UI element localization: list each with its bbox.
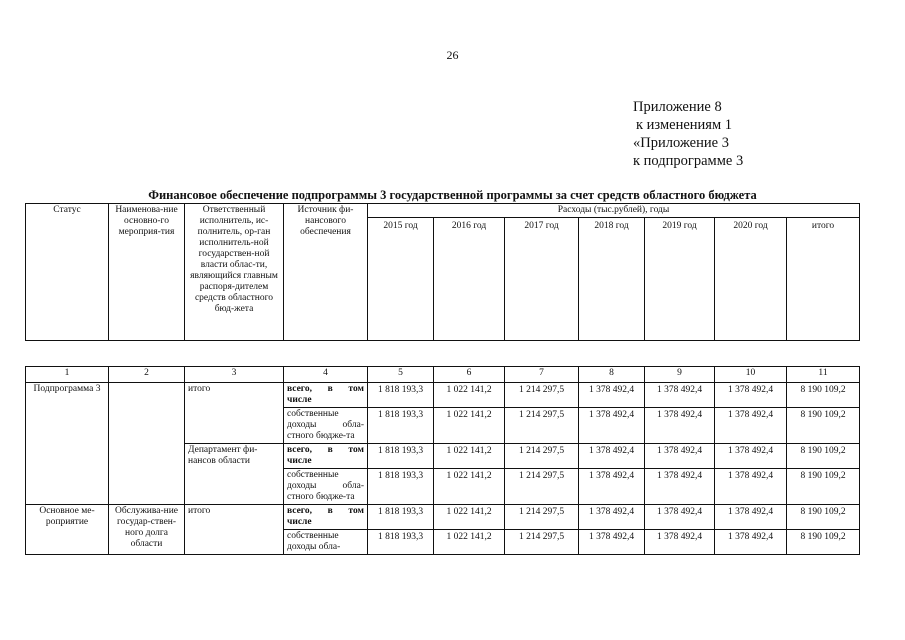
value-cell: 8 190 109,2	[787, 530, 860, 555]
executor-cell: итого	[185, 505, 284, 555]
value-cell: 1 022 141,2	[434, 469, 505, 505]
value-cell: 1 378 492,4	[645, 469, 715, 505]
value-cell: 1 378 492,4	[579, 505, 645, 530]
value-cell: 1 378 492,4	[715, 505, 787, 530]
value-cell: 1 378 492,4	[645, 408, 715, 444]
value-cell: 1 022 141,2	[434, 530, 505, 555]
value-cell: 1 022 141,2	[434, 383, 505, 408]
header-executor: Ответственный исполнитель, ис-полнитель, ор-ган исполнитель-ной государствен-ной власти облас-ти, являющийся главным распоря-дителем средств областного бюд-жета	[185, 204, 284, 341]
name-cell: Обслужива-ние государ-ствен-ного долга области	[109, 505, 185, 555]
value-cell: 1 022 141,2	[434, 408, 505, 444]
header-expenses: Расходы (тыс.рублей), годы	[368, 204, 860, 218]
value-cell: 1 214 297,5	[505, 444, 579, 469]
value-cell: 1 378 492,4	[715, 383, 787, 408]
value-cell: 1 378 492,4	[579, 530, 645, 555]
column-number: 3	[185, 367, 284, 383]
header-total: итого	[787, 218, 860, 341]
value-cell: 1 214 297,5	[505, 408, 579, 444]
source-cell: всего, в том числе	[284, 444, 368, 469]
value-cell: 1 214 297,5	[505, 469, 579, 505]
column-number: 5	[368, 367, 434, 383]
table-row	[26, 383, 860, 408]
table-header	[25, 203, 860, 341]
table-row	[26, 505, 860, 530]
value-cell: 1 378 492,4	[715, 469, 787, 505]
value-cell: 1 818 193,3	[368, 505, 434, 530]
value-cell: 1 818 193,3	[368, 383, 434, 408]
value-cell: 8 190 109,2	[787, 505, 860, 530]
header-year: 2020 год	[715, 218, 787, 341]
column-number: 1	[26, 367, 109, 383]
value-cell: 1 818 193,3	[368, 530, 434, 555]
column-number: 9	[645, 367, 715, 383]
value-cell: 1 378 492,4	[715, 408, 787, 444]
value-cell: 8 190 109,2	[787, 469, 860, 505]
appendix-line: к подпрограмме 3	[633, 153, 744, 169]
column-number: 10	[715, 367, 787, 383]
source-cell: всего, в том числе	[284, 505, 368, 530]
appendix-line: Приложение 8	[633, 99, 722, 115]
executor-cell: Департамент фи-нансов области	[185, 444, 284, 505]
source-cell: собственные доходы обла-	[284, 530, 368, 555]
value-cell: 1 378 492,4	[715, 444, 787, 469]
value-cell: 1 378 492,4	[645, 530, 715, 555]
status-cell: Подпрограмма 3	[26, 383, 109, 505]
table-body	[25, 366, 860, 555]
value-cell: 8 190 109,2	[787, 444, 860, 469]
source-cell: всего, в том числе	[284, 383, 368, 408]
column-number: 7	[505, 367, 579, 383]
value-cell: 1 378 492,4	[645, 383, 715, 408]
appendix-line: «Приложение 3	[633, 135, 729, 151]
value-cell: 1 214 297,5	[505, 505, 579, 530]
header-year: 2019 год	[645, 218, 715, 341]
value-cell: 1 818 193,3	[368, 469, 434, 505]
value-cell: 1 378 492,4	[579, 408, 645, 444]
value-cell: 1 214 297,5	[505, 530, 579, 555]
value-cell: 1 378 492,4	[645, 505, 715, 530]
column-number: 11	[787, 367, 860, 383]
column-number: 8	[579, 367, 645, 383]
header-source: Источник фи-нансового обеспечения	[284, 204, 368, 341]
column-number: 2	[109, 367, 185, 383]
value-cell: 1 818 193,3	[368, 444, 434, 469]
value-cell: 1 818 193,3	[368, 408, 434, 444]
value-cell: 1 378 492,4	[579, 469, 645, 505]
status-cell: Основное ме-роприятие	[26, 505, 109, 555]
column-number: 6	[434, 367, 505, 383]
header-year: 2017 год	[505, 218, 579, 341]
name-cell	[109, 383, 185, 505]
value-cell: 8 190 109,2	[787, 383, 860, 408]
value-cell: 1 378 492,4	[579, 444, 645, 469]
value-cell: 8 190 109,2	[787, 408, 860, 444]
value-cell: 1 378 492,4	[645, 444, 715, 469]
header-status: Статус	[26, 204, 109, 341]
header-year: 2016 год	[434, 218, 505, 341]
value-cell: 1 022 141,2	[434, 444, 505, 469]
column-numbers-row	[26, 367, 860, 383]
value-cell: 1 214 297,5	[505, 383, 579, 408]
value-cell: 1 022 141,2	[434, 505, 505, 530]
source-cell: собственные доходы обла-стного бюдже-та	[284, 408, 368, 444]
column-number: 4	[284, 367, 368, 383]
value-cell: 1 378 492,4	[579, 383, 645, 408]
header-year: 2018 год	[579, 218, 645, 341]
header-name: Наименова-ние основно-го мероприя-тия	[109, 204, 185, 341]
value-cell: 1 378 492,4	[715, 530, 787, 555]
page-number: 26	[446, 48, 459, 62]
appendix-line: к изменениям 1	[636, 117, 732, 133]
source-cell: собственные доходы обла-стного бюдже-та	[284, 469, 368, 505]
executor-cell: итого	[185, 383, 284, 444]
document-title: Финансовое обеспечение подпрограммы 3 государственной программы за счет средств областного бюджета	[148, 188, 757, 202]
appendix-note	[633, 98, 743, 170]
header-year: 2015 год	[368, 218, 434, 341]
